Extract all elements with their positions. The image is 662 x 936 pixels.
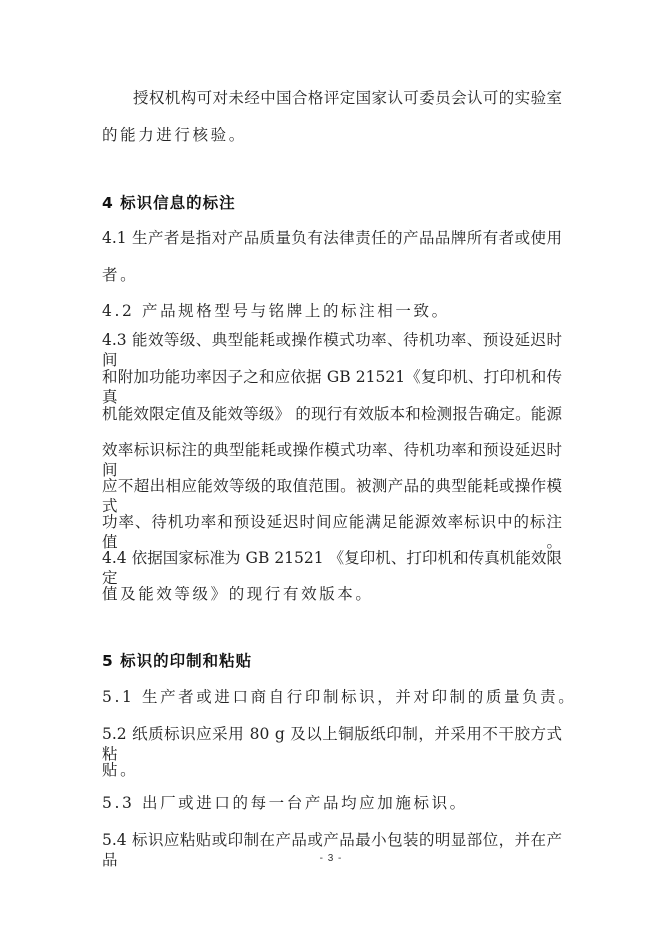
section-heading: 5 标识的印制和粘贴	[102, 652, 253, 670]
text-line: 机能效限定值及能效等级》 的现行有效版本和检测报告确定。能源	[102, 405, 562, 423]
text-line: 4.1 生产者是指对产品质量负有法律责任的产品品牌所有者或使用	[102, 229, 562, 247]
text-line: 4.4 依据国家标准为 GB 21521 《复印机、打印机和传真机能效限定	[102, 549, 562, 587]
text-line: 4.3 能效等级、典型能耗或操作模式功率、待机功率、预设延迟时间	[102, 331, 562, 369]
text-line: 5.2 纸质标识应采用 80 g 及以上铜版纸印制，并采用不干胶方式粘	[102, 725, 562, 763]
text-line: 4.2 产品规格型号与铭牌上的标注相一致。	[102, 302, 450, 320]
text-line: 值及能效等级》的现行有效版本。	[102, 585, 374, 603]
text-line: 者。	[102, 266, 139, 284]
text-line: 功率、待机功率和预设延迟时间应能满足能源效率标识中的标注值。	[102, 513, 562, 551]
text-line: 授权机构可对未经中国合格评定国家认可委员会认可的实验室	[133, 89, 562, 107]
page-number: - 3 -	[319, 853, 343, 864]
text-line: 和附加功能功率因子之和应依据 GB 21521《复印机、打印机和传真	[102, 368, 562, 406]
section-heading: 4 标识信息的标注	[102, 194, 236, 212]
text-line: 效率标识标注的典型能耗或操作模式功率、待机功率和预设延迟时间	[102, 441, 562, 479]
text-line: 贴。	[102, 761, 139, 779]
text-line: 5.1 生产者或进口商自行印制标识，并对印制的质量负责。	[102, 688, 577, 706]
text-line: 应不超出相应能效等级的取值范围。被测产品的典型能耗或操作模式	[102, 477, 562, 515]
text-line: 5.3 出厂或进口的每一台产品均应加施标识。	[102, 794, 468, 812]
text-line: 的能力进行核验。	[102, 126, 247, 144]
text-line: 5.4 标识应粘贴或印制在产品或产品最小包装的明显部位，并在产品	[102, 831, 562, 869]
